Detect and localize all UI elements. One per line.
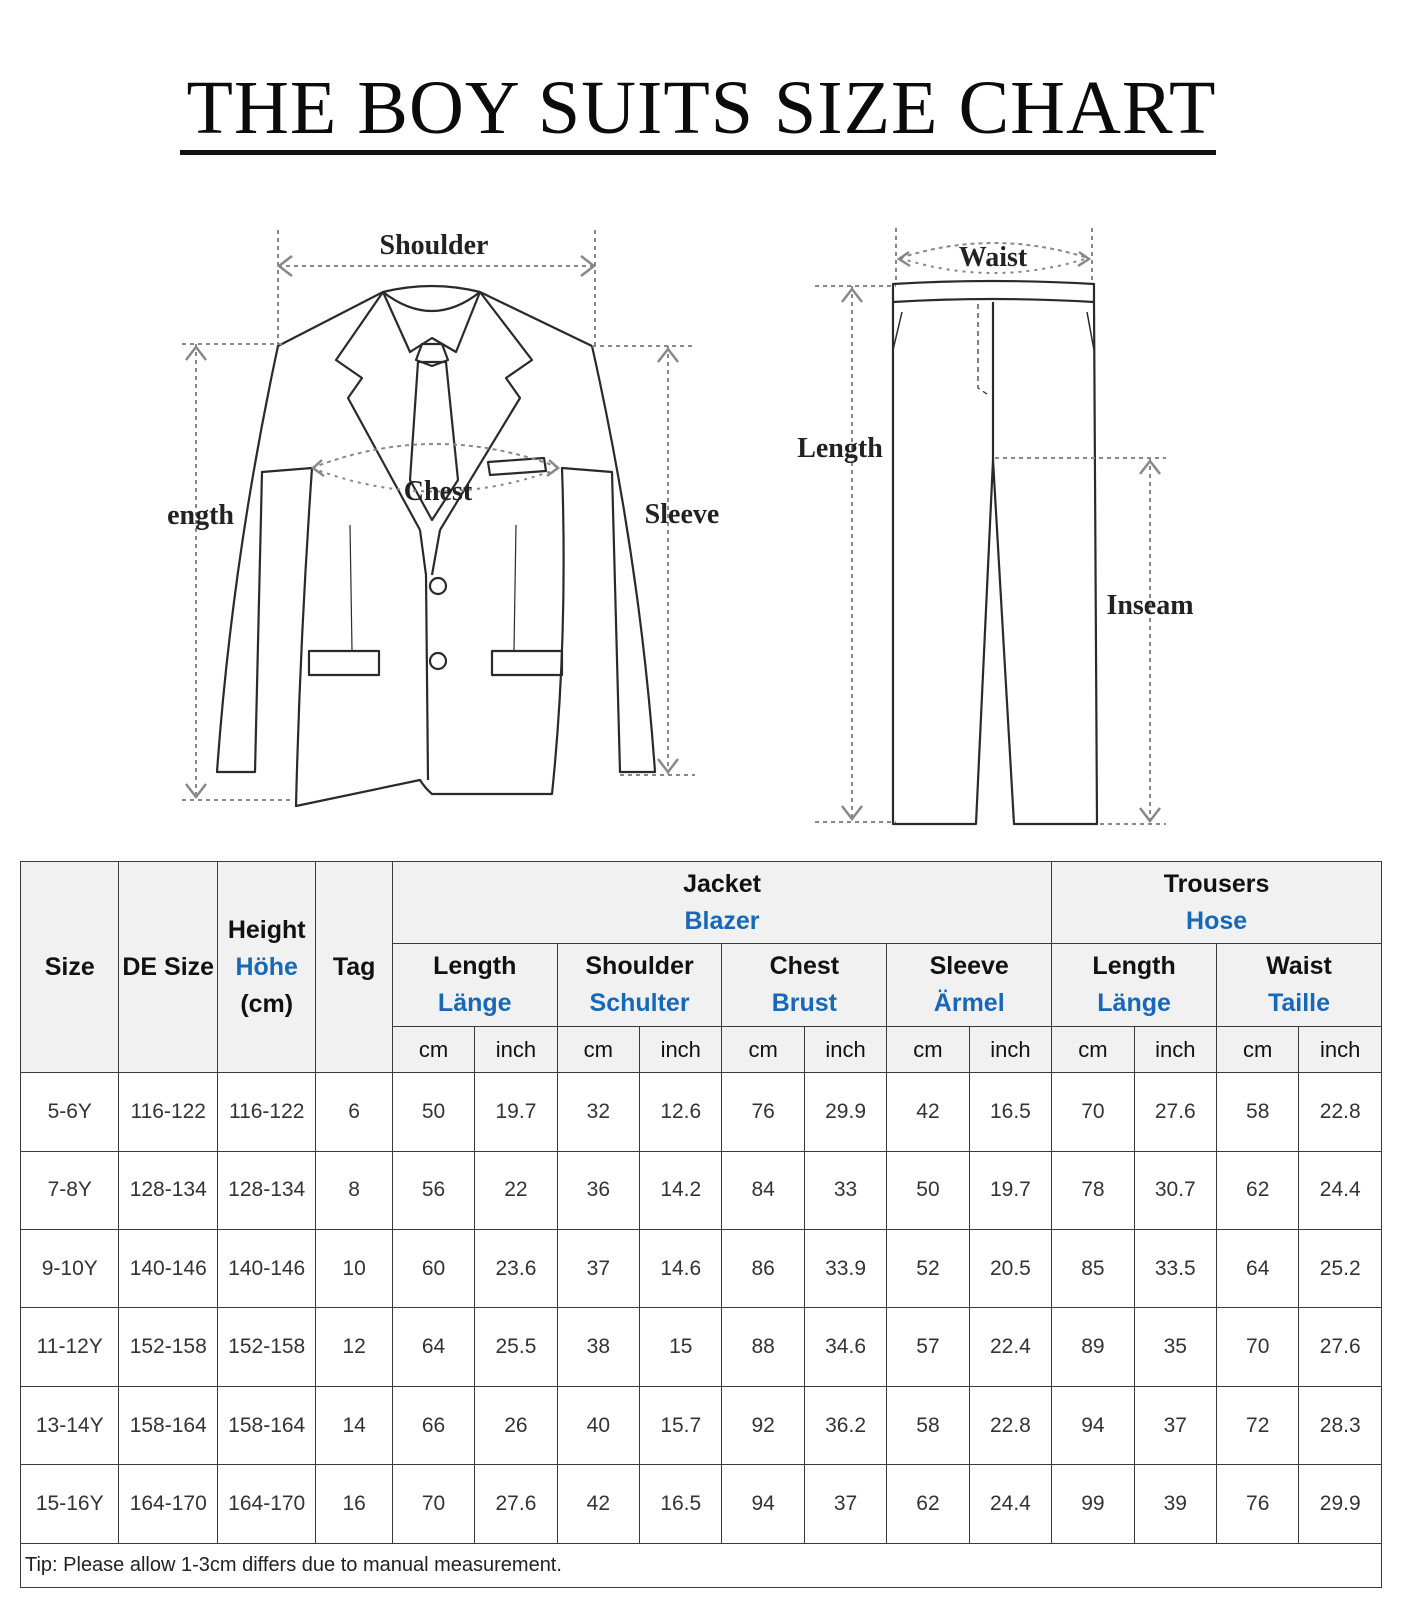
table-cell: 128-134 [119,1151,217,1229]
table-cell: 76 [1217,1465,1299,1543]
table-cell: 5-6Y [21,1073,119,1151]
trousers-en: Trousers [1163,869,1270,898]
table-cell: 8 [316,1151,392,1229]
table-cell: 9-10Y [21,1230,119,1308]
table-cell: 27.6 [1134,1073,1216,1151]
table-cell: 16.5 [640,1465,722,1543]
table-cell: 12.6 [640,1073,722,1151]
table-cell: 89 [1052,1308,1134,1386]
table-cell: 20.5 [969,1230,1052,1308]
table-cell: 94 [722,1465,804,1543]
unit-inch: inch [475,1026,557,1072]
table-cell: 116-122 [119,1073,217,1151]
size-chart-table [20,861,1382,1588]
height-de: Höhe [235,952,298,981]
jacket-length-label: Length [148,500,234,531]
jacket-length-de: Länge [437,989,512,1018]
table-cell: 14.6 [640,1230,722,1308]
table-row [21,1308,1382,1386]
table-cell: 22.8 [969,1386,1052,1464]
jacket-shoulder-header [557,944,722,1026]
jacket-chest-en: Chest [769,952,840,981]
trousers-length-header [1052,944,1217,1026]
table-cell: 88 [722,1308,804,1386]
table-cell: 42 [557,1465,639,1543]
table-cell: 70 [1217,1308,1299,1386]
height-unit: (cm) [240,989,294,1018]
table-cell: 37 [557,1230,639,1308]
table-cell: 22 [475,1151,557,1229]
jacket-length-header [392,944,557,1026]
table-cell: 22.8 [1299,1073,1382,1151]
trousers-inseam-label: Inseam [1106,590,1194,621]
table-cell: 158-164 [119,1386,217,1464]
jacket-de: Blazer [684,906,760,935]
trousers-length-en: Length [1092,952,1176,981]
unit-cm: cm [887,1026,969,1072]
de-size-header: DE Size [119,862,217,1073]
jacket-chest-header [722,944,887,1026]
table-cell: 164-170 [217,1465,315,1543]
table-cell: 28.3 [1299,1386,1382,1464]
table-row [21,1465,1382,1543]
table-cell: 164-170 [119,1465,217,1543]
table-cell: 14 [316,1386,392,1464]
unit-inch: inch [1299,1026,1382,1072]
jacket-sleeve-de: Ärmel [933,989,1005,1018]
table-row [21,1073,1382,1151]
table-cell: 15.7 [640,1386,722,1464]
table-cell: 33 [804,1151,886,1229]
table-cell: 11-12Y [21,1308,119,1386]
table-cell: 116-122 [217,1073,315,1151]
trousers-arrowheads [842,252,1160,821]
table-cell: 35 [1134,1308,1216,1386]
table-cell: 40 [557,1386,639,1464]
table-cell: 16 [316,1465,392,1543]
jacket-shoulder-de: Schulter [589,989,690,1018]
jacket-length-label-clip [148,500,234,531]
jacket-sleeve-en: Sleeve [929,952,1009,981]
trousers-length-de: Länge [1097,989,1171,1018]
height-header [217,862,315,1073]
table-cell: 27.6 [1299,1308,1382,1386]
height-en: Height [227,915,306,944]
unit-cm: cm [722,1026,804,1072]
jacket-sleeve-label: Sleeve [644,499,720,530]
table-cell: 64 [1217,1230,1299,1308]
unit-cm: cm [1052,1026,1134,1072]
table-cell: 36.2 [804,1386,886,1464]
table-cell: 92 [722,1386,804,1464]
table-cell: 14.2 [640,1151,722,1229]
table-cell: 85 [1052,1230,1134,1308]
jacket-chest-de: Brust [771,989,837,1018]
table-cell: 84 [722,1151,804,1229]
unit-inch: inch [1134,1026,1216,1072]
table-cell: 64 [392,1308,474,1386]
page-title: THE BOY SUITS SIZE CHART [186,66,1217,150]
table-cell: 37 [1134,1386,1216,1464]
table-cell: 76 [722,1073,804,1151]
table-cell: 86 [722,1230,804,1308]
table-cell: 29.9 [804,1073,886,1151]
table-cell: 99 [1052,1465,1134,1543]
unit-inch: inch [969,1026,1052,1072]
table-cell: 140-146 [119,1230,217,1308]
table-cell: 32 [557,1073,639,1151]
table-cell: 19.7 [475,1073,557,1151]
jacket-length-en: Length [433,952,517,981]
table-cell: 6 [316,1073,392,1151]
table-cell: 38 [557,1308,639,1386]
table-cell: 15-16Y [21,1465,119,1543]
trousers-waist-label: Waist [958,242,1028,273]
trousers-length-label: Length [797,433,883,464]
table-cell: 19.7 [969,1151,1052,1229]
table-cell: 36 [557,1151,639,1229]
table-cell: 24.4 [1299,1151,1382,1229]
trousers-waist-en: Waist [1266,952,1332,981]
tip-row [21,1543,1382,1587]
unit-cm: cm [557,1026,639,1072]
jacket-header [392,862,1051,944]
trousers-waist-de: Taille [1267,989,1331,1018]
table-cell: 7-8Y [21,1151,119,1229]
table-cell: 62 [1217,1151,1299,1229]
table-cell: 13-14Y [21,1386,119,1464]
table-cell: 15 [640,1308,722,1386]
table-cell: 140-146 [217,1230,315,1308]
table-cell: 72 [1217,1386,1299,1464]
unit-inch: inch [640,1026,722,1072]
table-cell: 29.9 [1299,1465,1382,1543]
table-cell: 25.2 [1299,1230,1382,1308]
trousers-waist-header [1217,944,1382,1026]
jacket-en: Jacket [683,869,761,898]
table-cell: 23.6 [475,1230,557,1308]
table-cell: 70 [392,1465,474,1543]
table-cell: 25.5 [475,1308,557,1386]
unit-inch: inch [804,1026,886,1072]
table-cell: 33.5 [1134,1230,1216,1308]
table-cell: 70 [1052,1073,1134,1151]
trousers-illustration [893,281,1097,824]
table-cell: 128-134 [217,1151,315,1229]
size-rows [21,1073,1382,1544]
table-cell: 58 [1217,1073,1299,1151]
table-cell: 62 [887,1465,969,1543]
table-cell: 10 [316,1230,392,1308]
trousers-header [1052,862,1382,944]
table-cell: 22.4 [969,1308,1052,1386]
unit-cm: cm [392,1026,474,1072]
table-cell: 42 [887,1073,969,1151]
table-row [21,1386,1382,1464]
table-cell: 94 [1052,1386,1134,1464]
table-cell: 50 [887,1151,969,1229]
table-cell: 26 [475,1386,557,1464]
table-cell: 34.6 [804,1308,886,1386]
table-cell: 16.5 [969,1073,1052,1151]
table-cell: 27.6 [475,1465,557,1543]
table-cell: 58 [887,1386,969,1464]
measurement-tip: Tip: Please allow 1-3cm differs due to manual measurement. [21,1543,1382,1587]
table-cell: 50 [392,1073,474,1151]
table-cell: 12 [316,1308,392,1386]
table-cell: 158-164 [217,1386,315,1464]
table-cell: 152-158 [217,1308,315,1386]
table-cell: 57 [887,1308,969,1386]
table-cell: 60 [392,1230,474,1308]
table-cell: 39 [1134,1465,1216,1543]
table-cell: 78 [1052,1151,1134,1229]
table-cell: 152-158 [119,1308,217,1386]
jacket-shoulder-en: Shoulder [585,952,694,981]
tag-header: Tag [316,862,392,1073]
jacket-shoulder-label: Shoulder [379,230,489,261]
table-row [21,1230,1382,1308]
table-cell: 52 [887,1230,969,1308]
table-row [21,1151,1382,1229]
jacket-sleeve-header [887,944,1052,1026]
table-cell: 30.7 [1134,1151,1216,1229]
table-cell: 56 [392,1151,474,1229]
unit-cm: cm [1217,1026,1299,1072]
header-row-group [21,862,1382,944]
table-cell: 37 [804,1465,886,1543]
jacket-chest-label: Chest [403,476,473,507]
table-cell: 66 [392,1386,474,1464]
jacket-illustration [217,286,655,806]
trousers-de: Hose [1186,906,1248,935]
table-cell: 33.9 [804,1230,886,1308]
size-header: Size [21,862,119,1073]
table-cell: 24.4 [969,1465,1052,1543]
